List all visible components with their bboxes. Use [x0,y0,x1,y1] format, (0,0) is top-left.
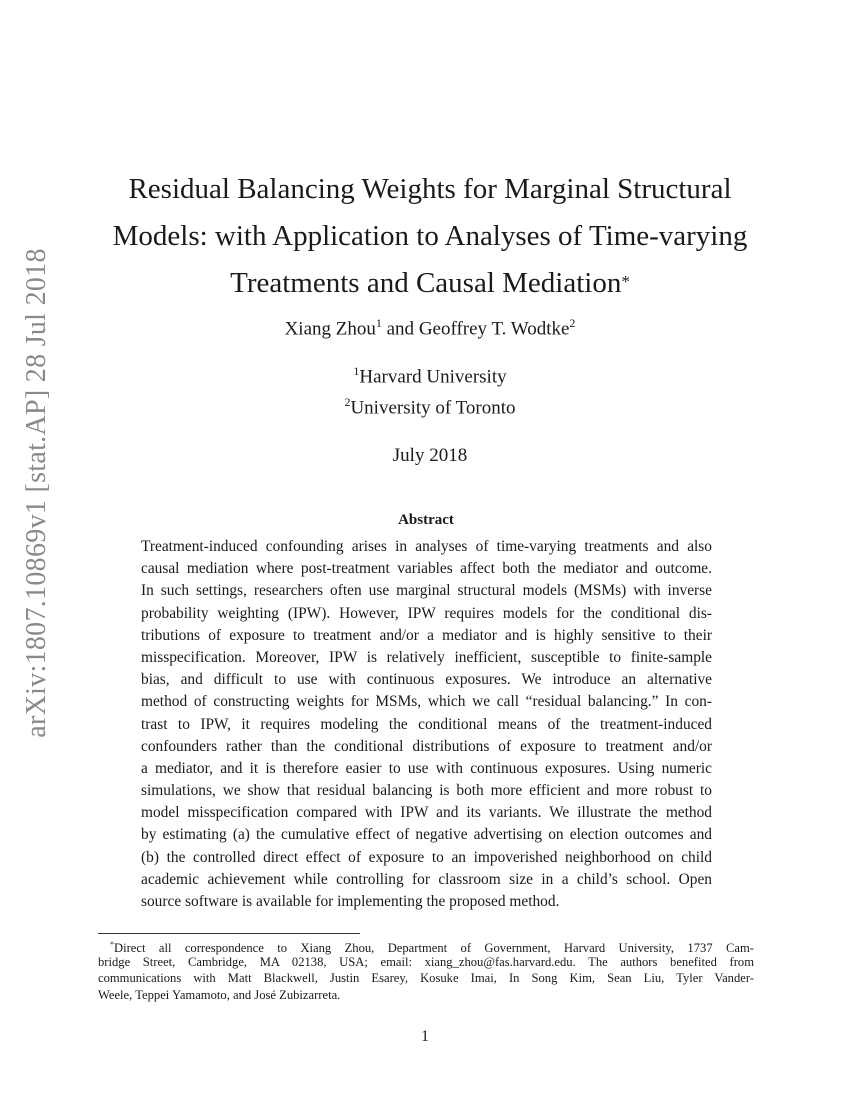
abstract-line: misspecification. Moreover, IPW is relatively inefficient, susceptible to finite-sample [141,648,712,666]
page-number: 1 [421,1028,429,1045]
affiliation-1: $^1$Harvard University [353,364,507,388]
author-list [100,316,760,340]
abstract-line: bias, and difficult to use with continuous exposures. We introduce an alternative [141,671,712,689]
publication-date: July 2018 [392,445,468,466]
abstract-line: confounders rather than the conditional distributions of exposure to treatment and/or [141,737,712,755]
paper-title [100,166,760,307]
abstract-line: a mediator, and it is therefore easier to use with continuous exposures. Using numeric [141,759,712,777]
footnote-line: bridge Street, Cambridge, MA 02138, USA; email: xiang_zhou@fas.harvard.edu. The authors benefited from [98,954,754,969]
abstract-line: (b) the controlled direct effect of exposure to an impoverished neighborhood on child [141,848,712,866]
abstract-heading: Abstract [398,512,454,528]
footnote-line: Weele, Teppei Yamamoto, and José Zubizarreta. [98,987,341,1002]
title-line-1: Residual Balancing Weights for Marginal Structural [128,173,732,205]
abstract-line: tributions of exposure to treatment and/or a mediator and is highly sensitive to their [141,626,712,644]
affiliation-2: $^2$University of Toronto [344,395,516,419]
footnote-line: *Direct all correspondence to Xiang Zhou, Department of Government, Harvard University, 1737 Cam- [110,940,754,956]
abstract-line: academic achievement while controlling for classroom size in a child’s school. Open [141,870,712,888]
abstract-body [141,536,712,913]
footnote-mark: * [110,940,114,949]
author-2: Geoffrey T. Wodtke [418,318,570,340]
abstract-line: causal mediation where post-treatment variables affect both the mediator and outcome. [141,560,712,578]
title-line-2: Models: with Application to Analyses of Time-varying [112,220,748,252]
abstract-line: model misspecification compared with IPW and its variants. We illustrate the method [141,804,712,822]
title-footnote-mark: * [621,272,630,291]
abstract-line: Treatment-induced confounding arises in analyses of time-varying treatments and also [141,538,712,555]
footnote [98,937,754,1003]
arxiv-stamp [18,247,56,738]
author-1: Xiang Zhou [284,318,376,340]
abstract-line: simulations, we show that residual balancing is both more efficient and more robust to [141,782,712,800]
footnote-line: communications with Matt Blackwell, Justin Esarey, Kosuke Imai, In Song Kim, Sean Liu, Tyler Vander- [98,971,754,985]
abstract-line: method of constructing weights for MSMs, which we call “residual balancing.” In con- [141,693,712,711]
arxiv-identifier: arXiv:1807.10869v1 [stat.AP] 28 Jul 2018 [21,247,52,738]
title-line-3: Treatments and Causal Mediation* [230,267,630,299]
abstract-line: by estimating (a) the cumulative effect of negative advertising on election outcomes and [141,826,712,844]
author-conjunction: and [386,318,415,340]
abstract-line: trast to IPW, it requires modeling the conditional means of the treatment-induced [141,715,712,733]
footnote-rule [98,933,360,934]
author-1-affil-mark: 1 [375,316,382,330]
abstract-line: source software is available for implementing the proposed method. [141,893,560,910]
abstract-line: In such settings, researchers often use marginal structural models (MSMs) with inverse [141,582,712,600]
author-2-affil-mark: 2 [569,316,576,330]
abstract-line: probability weighting (IPW). However, IPW requires models for the conditional dis- [141,604,712,622]
